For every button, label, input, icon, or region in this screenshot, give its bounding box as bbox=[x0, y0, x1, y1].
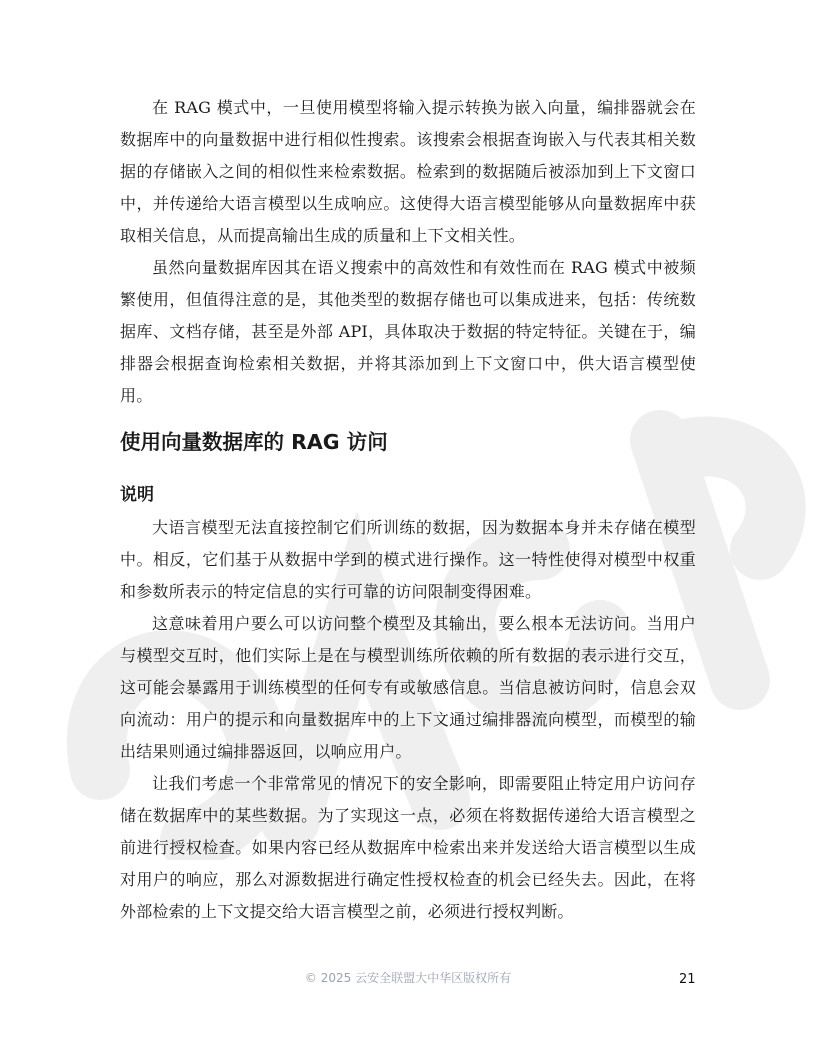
section-heading: 使用向量数据库的 RAG 访问 bbox=[120, 430, 388, 454]
body-paragraph: 让我们考虑一个非常常见的情况下的安全影响，即需要阻止特定用户访问存储在数据库中的某些数据。为了实现这一点，必须在将数据传递给大语言模型之前进行授权检查。如果内容已经从数据库中检索出来并发送给大语言模型以生成对用户的响应，那么对源数据进行确定性授权检查的机会已经失去。因此，在将外部检索的上下文提交给大语言模型之前，必须进行授权判断。 bbox=[120, 774, 696, 921]
body-paragraph: 大语言模型无法直接控制它们所训练的数据，因为数据本身并未存储在模型中。相反，它们基于从数据中学到的模式进行操作。这一特性使得对模型中权重和参数所表示的特定信息的实行可靠的访问限制变得困难。 bbox=[120, 518, 696, 601]
body-paragraph: 在 RAG 模式中，一旦使用模型将输入提示转换为嵌入向量，编排器就会在数据库中的向量数据中进行相似性搜索。该搜索会根据查询嵌入与代表其相关数据的存储嵌入之间的相似性来检索数据。检索到的数据随后被添加到上下文窗口中，并传递给大语言模型以生成响应。这使得大语言模型能够从向量数据库中获取相关信息，从而提高输出生成的质量和上下文相关性。 bbox=[120, 98, 696, 245]
document-body bbox=[120, 92, 696, 928]
body-paragraph: 这意味着用户要么可以访问整个模型及其输出，要么根本无法访问。当用户与模型交互时，他们实际上是在与模型训练所依赖的所有数据的表示进行交互，这可能会暴露用于训练模型的任何专有或敏感信息。当信息被访问时，信息会双向流动：用户的提示和向量数据库中的上下文通过编排器流向模型，而模型的输出结果则通过编排器返回，以响应用户。 bbox=[120, 614, 696, 761]
page-number: 21 bbox=[679, 972, 696, 987]
subheading: 说明 bbox=[120, 485, 154, 505]
body-paragraph: 虽然向量数据库因其在语义搜索中的高效性和有效性而在 RAG 模式中被频繁使用，但值得注意的是，其他类型的数据存储也可以集成进来，包括：传统数据库、文档存储，甚至是外部 API，具体取决于数据的特定特征。关键在于，编排器会根据查询检索相关数据，并将其添加到上下文窗口中，供大语言模型使用。 bbox=[120, 258, 696, 405]
footer-copyright: © 2025 云安全联盟大中华区版权所有 bbox=[304, 971, 512, 985]
